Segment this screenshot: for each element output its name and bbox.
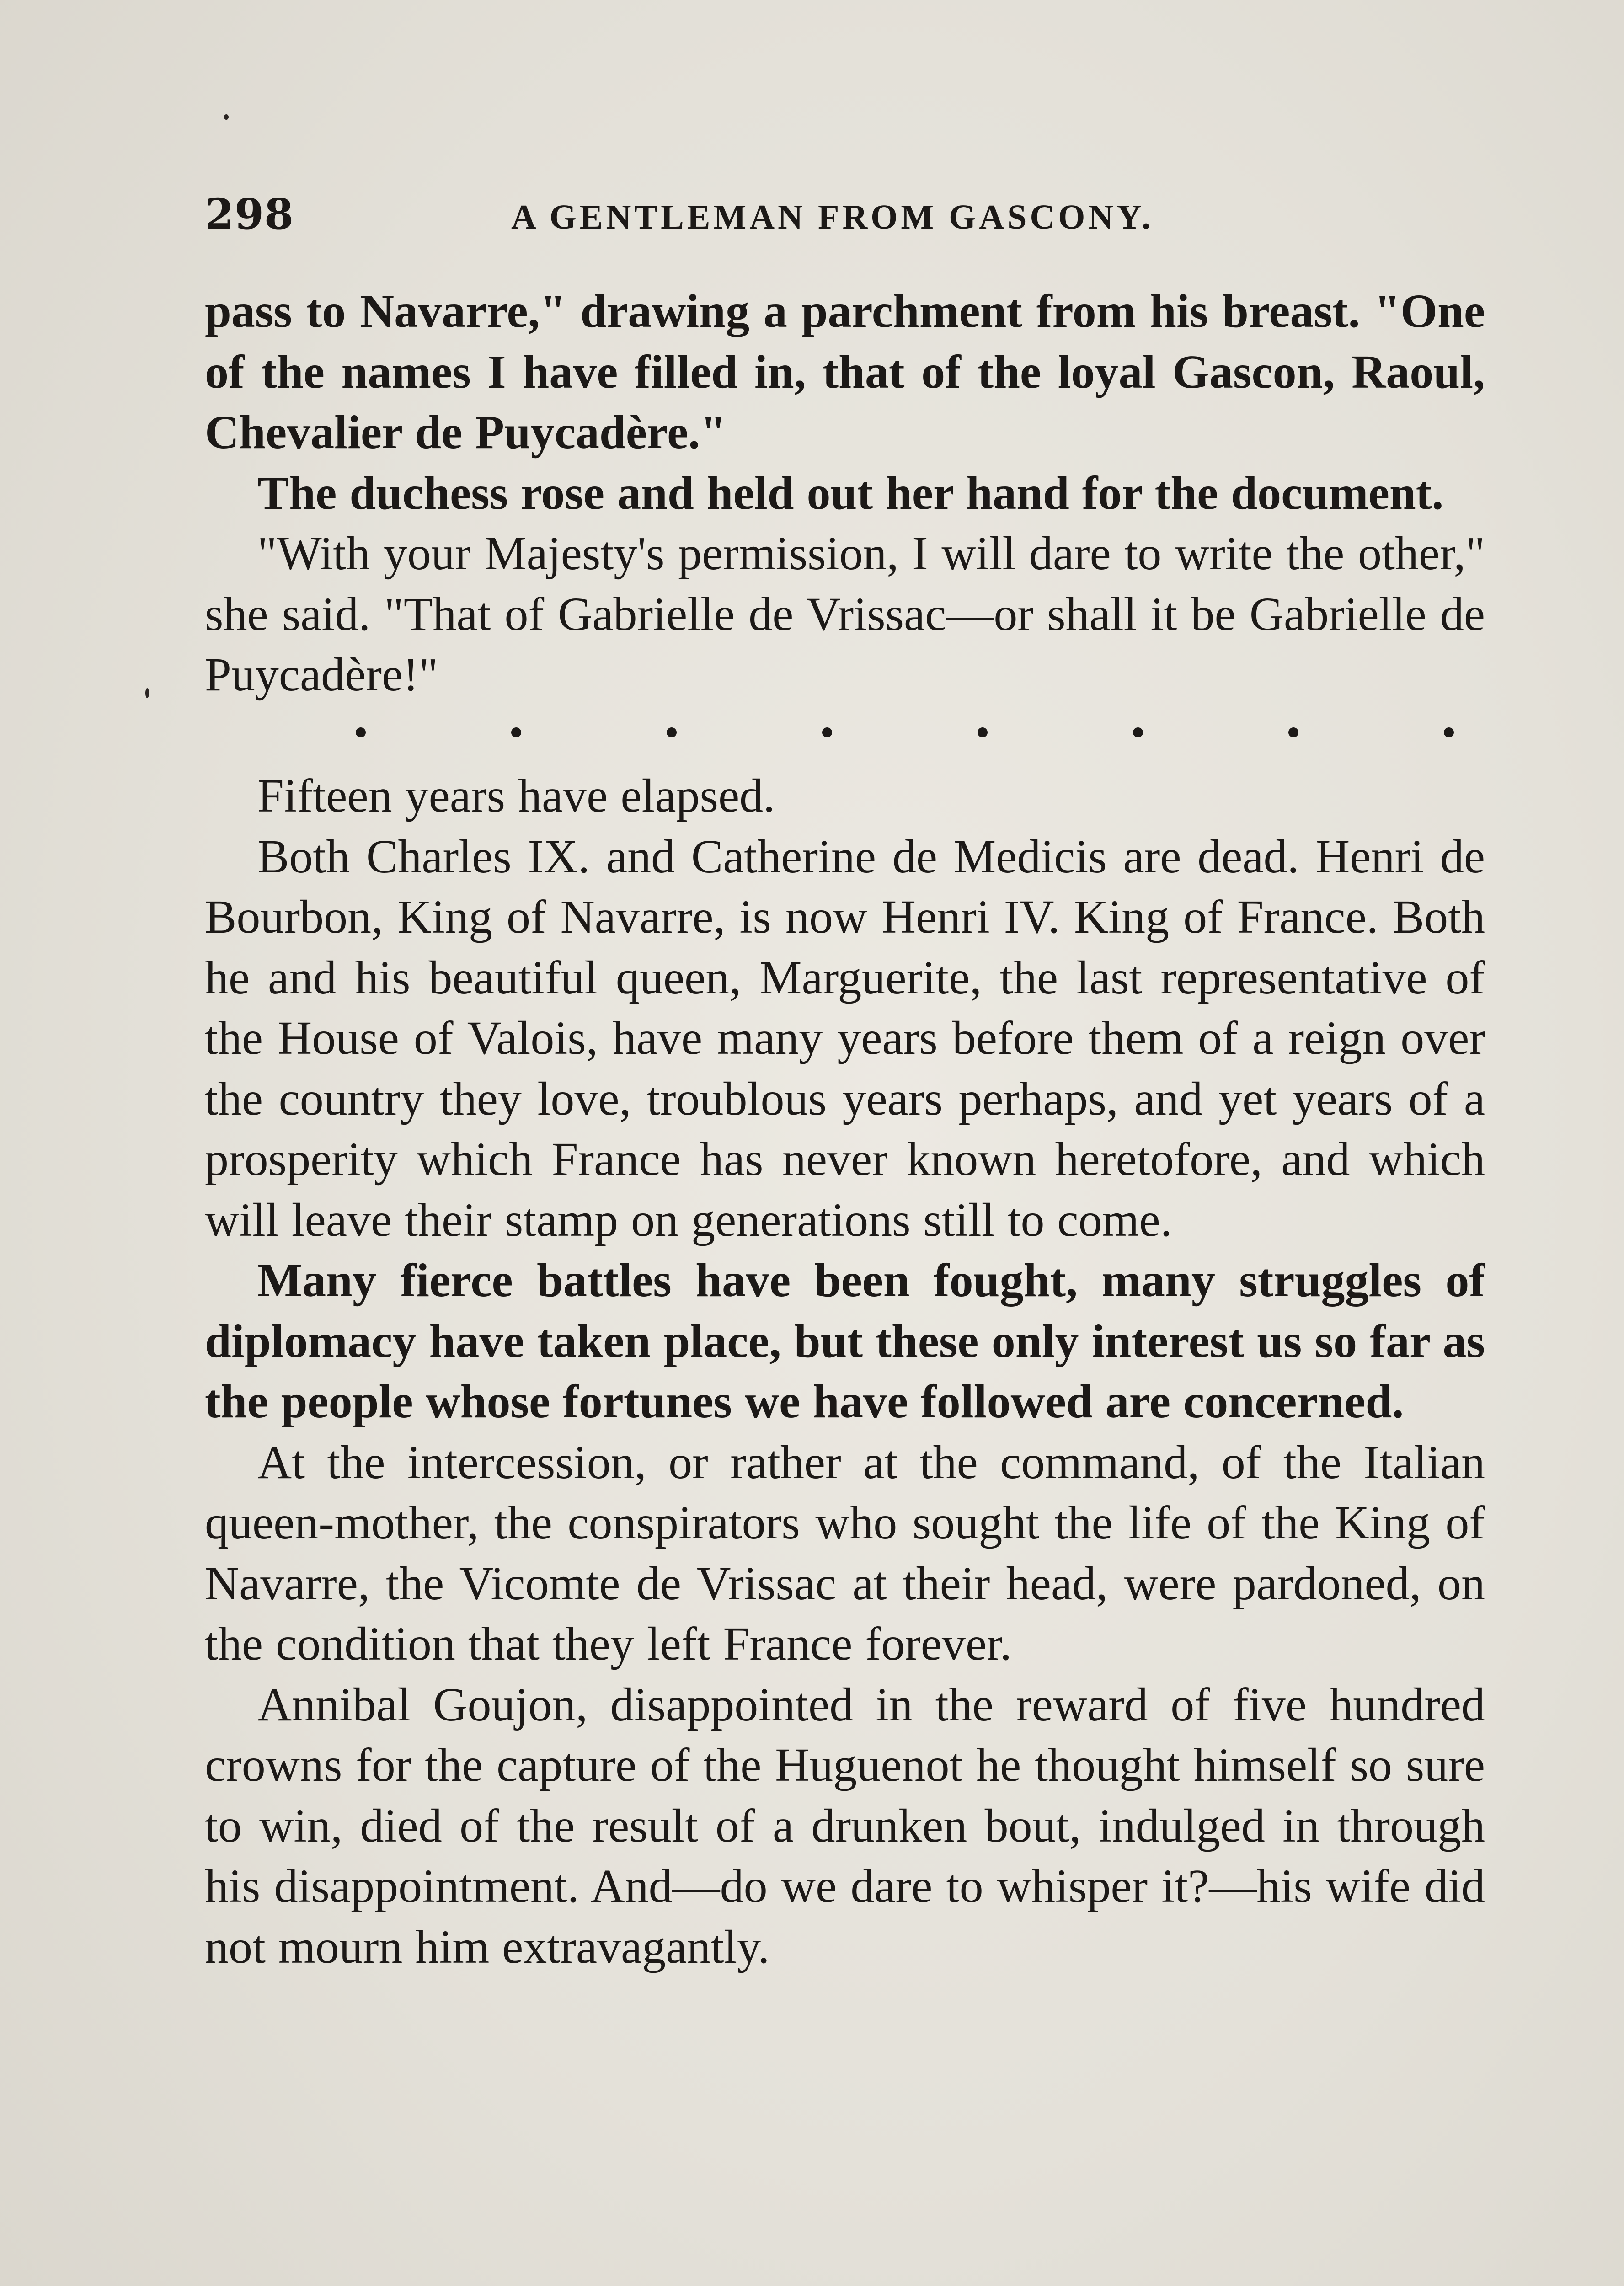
ellipsis-dot [822,727,832,737]
paragraph-8: Annibal Goujon, disappointed in the reward of five hundred crowns for the capture of the Huguenot he thought himself so sure to win, died of the result of a drunken bout, indulged in through his disappointment. And—do we dare to whisper it?—his wife did not mourn him extravagantly. [205,1678,1485,1973]
ellipsis-dot [1133,727,1143,737]
ellipsis-dot [1444,727,1454,737]
paragraph-6: Many fierce battles have been fought, many struggles of diplomacy have taken place, but these only interest us so far as the people whose fortunes we have followed are concerned. [205,1254,1485,1428]
ellipsis-dot [1288,727,1298,737]
paper-speck [145,688,149,698]
ellipsis-dot [667,727,677,737]
page-header [205,183,1485,247]
paragraph-1: pass to Navarre," drawing a parchment from his breast. "One of the names I have filled in, that of the loyal Gascon, Raoul, Chevalier de Puycadère." [205,285,1485,459]
section-break-dots [205,705,1485,766]
body-text [205,281,1485,1977]
paper-speck [224,114,229,120]
ellipsis-dot [978,727,988,737]
paragraph-3: "With your Majesty's permission, I will dare to write the other," she said. "That of Gabrielle de Vrissac—or shall it be Gabrielle de Puycadère!" [205,527,1485,701]
ellipsis-dot [511,727,521,737]
ellipsis-dot [356,727,366,737]
paragraph-5: Both Charles IX. and Catherine de Medicis are dead. Henri de Bourbon, King of Navarre, is now Henri IV. King of France. Both he and his beautiful queen, Marguerite, the last representative of the House of Valois, have many years before them of a reign over the country they love, troublous years perhaps, and yet years of a prosperity which France has never known heretofore, and which will leave their stamp on generations still to come. [205,830,1485,1246]
paragraph-4: Fifteen years have elapsed. [257,769,775,822]
running-title: A GENTLEMAN FROM GASCONY. [511,198,1154,236]
paragraph-2: The duchess rose and held out her hand for the document. [257,466,1444,519]
paragraph-7: At the intercession, or rather at the command, of the Italian queen-mother, the conspirators who sought the life of the King of Navarre, the Vicomte de Vrissac at their head, were pardoned, on the condition that they left France forever. [205,1436,1485,1670]
page-number: 298 [205,189,294,239]
